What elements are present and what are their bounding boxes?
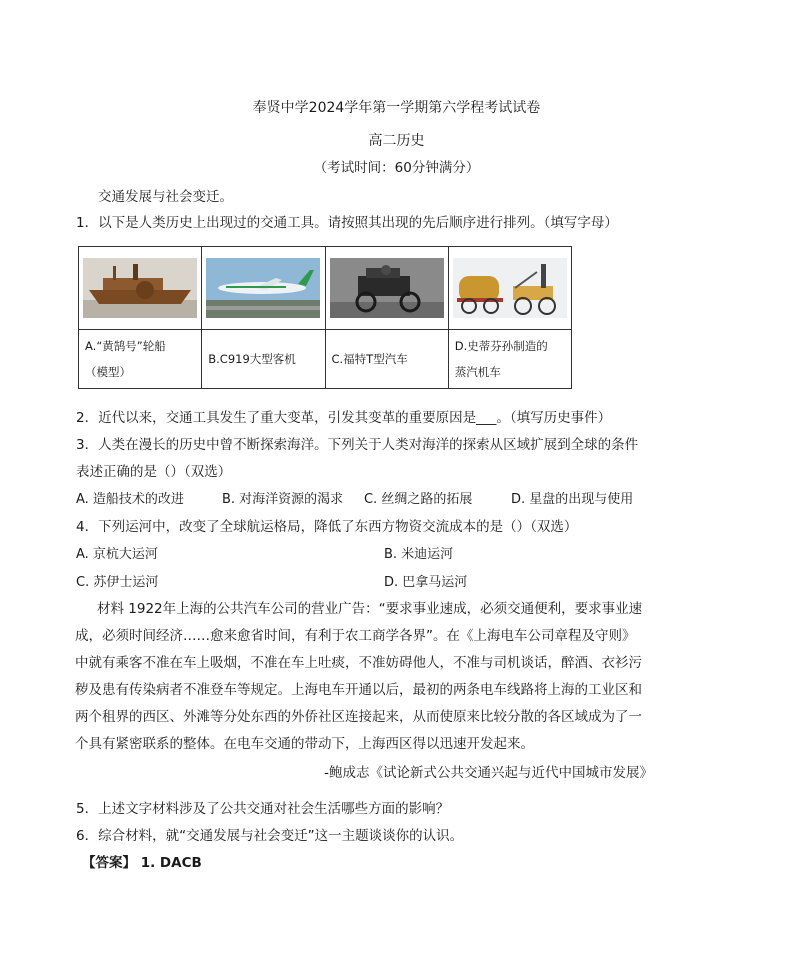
- steamboat-model-image: [83, 258, 197, 318]
- image-cell-b: [202, 247, 325, 330]
- steam-locomotive-image: [453, 258, 567, 318]
- q4-option-c: C. 苏伊士运河: [76, 575, 159, 590]
- material-line: 秽及患有传染病者不准登车等规定。上海电车开通以后，最初的两条电车线路将上海的工业区和: [75, 682, 642, 698]
- model-t-car-image: [330, 258, 444, 318]
- question-3-line1: 3．人类在漫长的历史中曾不断探索海洋。下列关于人类对海洋的探索从区域扩展到全球的条件: [76, 437, 639, 453]
- answer-label: 【答案】: [82, 855, 136, 871]
- question-1: 1．以下是人类历史上出现过的交通工具。请按照其出现的先后顺序进行排列。（填写字母）: [76, 215, 618, 231]
- material-line: 材料 1922年上海的公共汽车公司的营业广告：“要求事业速成，必须交通便利，要求事业速: [97, 601, 643, 617]
- airliner-image: [206, 258, 320, 318]
- material-passage: [75, 596, 675, 758]
- subject-title: 高二历史: [368, 133, 425, 149]
- exam-time: （考试时间：60分钟满分）: [313, 160, 480, 176]
- image-cell-d: [448, 247, 571, 330]
- question-4: 4．下列运河中，改变了全球航运格局，降低了东西方物资交流成本的是（）（双选）: [76, 519, 578, 535]
- question-2: 2．近代以来，交通工具发生了重大变革，引发其变革的重要原因是___。（填写历史事件）: [76, 410, 612, 426]
- material-line: 成，必须时间经济……愈来愈省时间，有利于农工商学各界”。在《上海电车公司章程及守则》: [75, 628, 636, 644]
- caption-c: C.福特T型汽车: [325, 330, 448, 389]
- question-3-line2: 表述正确的是（）（双选）: [76, 464, 232, 480]
- q3-option-c: C. 丝绸之路的拓展: [364, 492, 473, 507]
- material-line: 中就有乘客不准在车上吸烟，不准在车上吐痰，不准妨碍他人，不准与司机谈话，醉酒、衣衫污: [75, 655, 642, 671]
- q3-option-d: D. 星盘的出现与使用: [511, 492, 634, 507]
- q4-option-d: D. 巴拿马运河: [384, 575, 468, 590]
- image-cell-a: [79, 247, 202, 330]
- answer-line: [82, 851, 202, 871]
- q4-option-b: B. 米迪运河: [384, 547, 454, 562]
- exam-title: 奉贤中学2024学年第一学期第六学程考试试卷: [252, 100, 541, 116]
- caption-b: B.C919大型客机: [202, 330, 325, 389]
- material-source: -鲍成志《试论新式公共交通兴起与近代中国城市发展》: [324, 765, 653, 781]
- question-5: 5．上述文字材料涉及了公共交通对社会生活哪些方面的影响？: [76, 801, 450, 817]
- material-line: 两个租界的西区、外滩等分处东西的外侨社区连接起来，从而使原来比较分散的各区域成为了一: [75, 709, 642, 725]
- question-6: 6．综合材料，就“交通发展与社会变迁”这一主题谈谈你的认识。: [76, 828, 464, 844]
- caption-d: D.史蒂芬孙制造的 蒸汽机车: [448, 330, 571, 389]
- q3-option-b: B. 对海洋资源的渴求: [222, 492, 344, 507]
- answer-text: 1. DACB: [140, 855, 202, 871]
- caption-a: A.“黄鹄号”轮船 （模型）: [79, 330, 202, 389]
- q3-option-a: A. 造船技术的改进: [76, 492, 184, 507]
- q4-option-a: A. 京杭大运河: [76, 547, 158, 562]
- section-title: 交通发展与社会变迁。: [98, 189, 233, 205]
- image-cell-c: [325, 247, 448, 330]
- material-line: 个具有紧密联系的整体。在电车交通的带动下，上海西区得以迅速开发起来。: [75, 736, 534, 752]
- transport-images-table: [78, 246, 572, 389]
